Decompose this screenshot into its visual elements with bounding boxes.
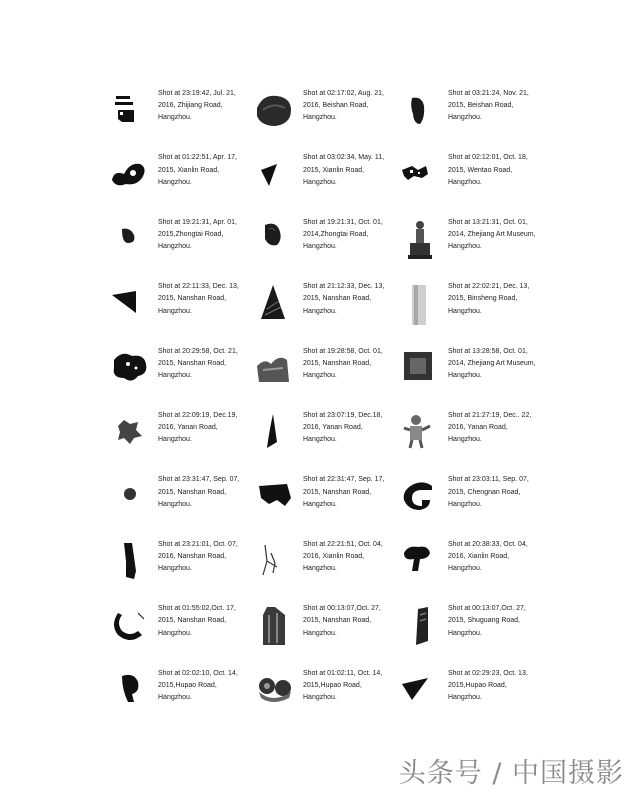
photo-thumbnail [108, 412, 152, 456]
photo-entry [398, 539, 543, 603]
photo-caption: Shot at 22:02:21, Dec. 13, 2015, Binsheng Road, Hangzhou. [448, 283, 530, 315]
photo-thumbnail [108, 283, 152, 327]
photo-caption: Shot at 02:02:10, Oct. 14, 2015,Hupao Road, Hangzhou. [158, 669, 238, 701]
photo-thumbnail [108, 154, 152, 198]
photo-thumbnail [398, 605, 442, 649]
photo-thumbnail [253, 348, 297, 392]
photo-thumbnail [398, 476, 442, 520]
photo-entry [108, 539, 253, 603]
photo-caption: Shot at 02:29:23, Oct. 13, 2015,Hupao Road, Hangzhou. [448, 669, 528, 701]
photo-entry [108, 88, 253, 152]
photo-thumbnail [108, 219, 152, 263]
photo-caption: Shot at 13:28:58, Oct. 01, 2014, Zhejiang Art Museum, Hangzhou. [448, 347, 536, 379]
photo-entry [398, 281, 543, 345]
photo-caption: Shot at 02:17:02, Aug. 21, 2016, Beishan Road, Hangzhou. [303, 90, 384, 122]
photo-entry [108, 474, 253, 538]
photo-caption: Shot at 23:07:19, Dec.18, 2016, Yanan Road, Hangzhou. [303, 411, 383, 444]
photo-caption: Shot at 00:13:07,Oct. 27, 2015, Nanshan Road, Hangzhou. [303, 605, 381, 637]
photo-entry [398, 603, 543, 667]
photo-entry [253, 410, 398, 474]
photo-entry [108, 603, 253, 667]
photo-entry [398, 668, 543, 732]
photo-entry [398, 346, 543, 410]
photo-thumbnail [253, 476, 297, 520]
photo-caption: Shot at 19:28:58, Oct. 01, 2015, Nanshan Road, Hangzhou. [303, 347, 383, 379]
photo-entry [253, 217, 398, 281]
photo-thumbnail [398, 348, 442, 392]
photo-caption: Shot at 13:21:31, Oct. 01, 2014, Zhejiang Art Museum, Hangzhou. [448, 218, 536, 251]
photo-entry [253, 474, 398, 538]
photo-caption: Shot at 21:12:33, Dec. 13, 2015, Nanshan Road, Hangzhou. [303, 283, 385, 315]
photo-thumbnail [108, 670, 152, 714]
photo-entry [253, 152, 398, 216]
photo-thumbnail [398, 283, 442, 327]
photo-thumbnail [398, 90, 442, 134]
photo-entry [253, 603, 398, 667]
photo-entry [253, 668, 398, 732]
photo-caption: Shot at 23:31:47, Sep. 07, 2015, Nanshan Road, Hangzhou. [158, 476, 240, 508]
photo-caption: Shot at 19:21:31, Apr. 01, 2015,Zhongtai Road, Hangzhou. [158, 218, 238, 251]
photo-thumbnail [398, 219, 442, 263]
photo-caption: Shot at 22:09:19, Dec.19, 2016, Yanan Road, Hangzhou. [158, 411, 238, 444]
photo-entry [253, 539, 398, 603]
photo-thumbnail [398, 670, 442, 714]
photo-thumbnail [108, 90, 152, 134]
photo-entry [398, 152, 543, 216]
watermark-text: 头条号 / 中国摄影 [398, 758, 624, 789]
photo-caption: Shot at 02:12:01, Oct. 18, 2015, Wentao Road, Hangzhou. [448, 154, 528, 186]
photo-caption: Shot at 21:27:19, Dec.. 22, 2016, Yanan Road, Hangzhou. [448, 411, 532, 444]
photo-caption: Shot at 22:11:33, Dec. 13, 2015, Nanshan Road, Hangzhou. [158, 283, 239, 315]
photo-thumbnail [398, 412, 442, 456]
photo-caption: Shot at 20:38:33, Oct. 04, 2016, Xianlin Road, Hangzhou. [448, 540, 528, 573]
photo-entry [108, 217, 253, 281]
photo-caption: Shot at 19:21:31, Oct. 01, 2014,Zhongtai Road, Hangzhou. [303, 218, 383, 251]
photo-caption: Shot at 01:22:51, Apr. 17, 2015, Xianlin Road, Hangzhou. [158, 154, 238, 186]
photo-caption: Shot at 00:13:07,Oct. 27, 2015, Shuguang Road, Hangzhou. [448, 605, 526, 637]
photo-thumbnail [398, 154, 442, 198]
photo-thumbnail [253, 541, 297, 585]
photo-caption: Shot at 01:02:11, Oct. 14, 2015,Hupao Road, Hangzhou. [303, 669, 383, 701]
photo-caption: Shot at 23:19:42, Jul. 21, 2016, Zhijiang Road, Hangzhou. [158, 90, 236, 122]
photo-entry [253, 346, 398, 410]
photo-caption: Shot at 03:21:24, Nov. 21, 2015, Beishan Road, Hangzhou. [448, 90, 529, 122]
photo-entry [108, 152, 253, 216]
photo-entry [108, 346, 253, 410]
photo-caption: Shot at 03:02:34, May. 11, 2015, Xianlin Road, Hangzhou. [303, 154, 385, 186]
photo-entry [108, 410, 253, 474]
photo-caption: Shot at 01:55:02,Oct. 17, 2015, Nanshan Road, Hangzhou. [158, 605, 236, 637]
photo-entry [108, 281, 253, 345]
photo-entry [398, 474, 543, 538]
photo-thumbnail [253, 219, 297, 263]
photo-caption: Shot at 23:03:11, Sep. 07, 2015, Chengnan Road, Hangzhou. [448, 476, 529, 508]
photo-caption: Shot at 20:29:58, Oct. 21, 2015, Nanshan Road, Hangzhou. [158, 347, 238, 379]
photo-entry [398, 88, 543, 152]
photo-thumbnail [253, 412, 297, 456]
photo-thumbnail [253, 283, 297, 327]
photo-entry [253, 281, 398, 345]
photo-thumbnail [108, 476, 152, 520]
photo-thumbnail [253, 90, 297, 134]
photo-grid [108, 88, 543, 732]
photo-caption: Shot at 22:31:47, Sep. 17, 2015, Nanshan Road, Hangzhou. [303, 476, 385, 508]
photo-thumbnail [253, 154, 297, 198]
photo-thumbnail [108, 348, 152, 392]
photo-entry [108, 668, 253, 732]
photo-caption: Shot at 23:21:01, Oct. 07, 2016, Nanshan Road, Hangzhou. [158, 540, 238, 573]
photo-thumbnail [108, 541, 152, 585]
photo-thumbnail [253, 670, 297, 714]
photo-thumbnail [398, 541, 442, 585]
photo-thumbnail [253, 605, 297, 649]
photo-thumbnail [108, 605, 152, 649]
photo-entry [253, 88, 398, 152]
photo-entry [398, 410, 543, 474]
photo-caption: Shot at 22:21:51, Oct. 04, 2016, Xianlin Road, Hangzhou. [303, 540, 383, 573]
photo-entry [398, 217, 543, 281]
